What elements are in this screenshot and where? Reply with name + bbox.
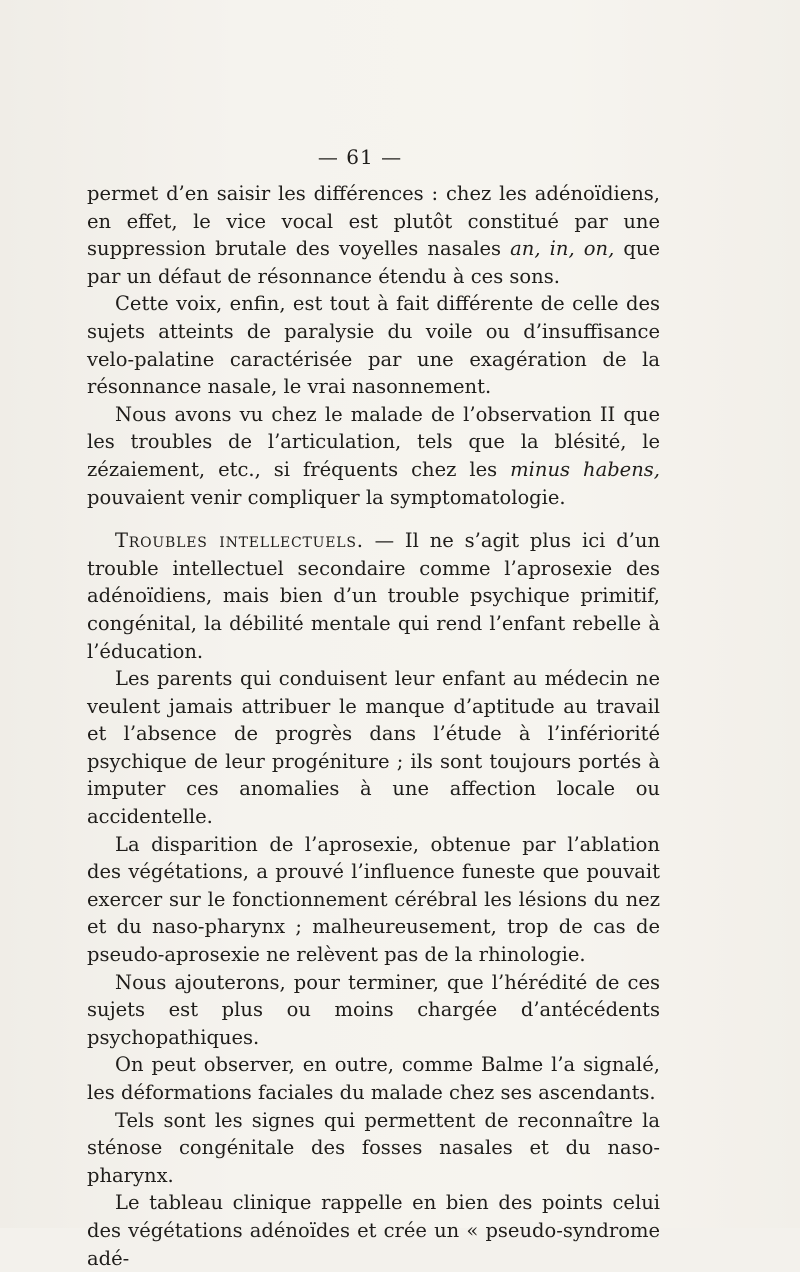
paragraph-3-italic: minus habens, bbox=[510, 457, 660, 481]
paragraph-8 bbox=[87, 1051, 660, 1106]
paragraph-10-text: Le tableau clinique rappelle en bien des points celui des végétations adénoïdes et crée un « pseudo-syndrome adé- bbox=[87, 1191, 660, 1270]
paragraph-1-italic: an, in, on, bbox=[510, 237, 615, 261]
paragraph-7-text: Nous ajouterons, pour terminer, que l’hérédité de ces sujets est plus ou moins chargée d’antécédents psychopathiques. bbox=[87, 970, 660, 1049]
paragraph-8-text: On peut observer, en outre, comme Balme l’a signalé, les déformations faciales du malade chez ses ascendants. bbox=[87, 1053, 660, 1104]
page-number: — 61 — bbox=[317, 145, 403, 169]
paragraph-3-tail: pouvaient venir compliquer la symptomatologie. bbox=[87, 485, 566, 509]
paragraph-3-text: Nous avons vu chez le malade de l’observation II que les troubles de l’articulation, tels que la blésité, le zézaiement, etc., si fréquents chez les bbox=[87, 402, 660, 481]
paragraph-6 bbox=[87, 831, 660, 969]
paragraph-6-text: La disparition de l’aprosexie, obtenue par l’ablation des végétations, a prouvé l’influence funeste que pouvait exercer sur le fonctionnement cérébral les lésions du nez et du naso-pharynx ; malheureusement, trop de cas de pseudo-aprosexie ne relèvent pas de la rhinologie. bbox=[87, 832, 660, 967]
paragraph-9 bbox=[87, 1107, 660, 1190]
paragraph-1 bbox=[87, 180, 660, 290]
paragraph-9-text: Tels sont les signes qui permettent de reconnaître la sténose congénitale des fosses nasales et du naso-pharynx. bbox=[87, 1108, 660, 1187]
paragraph-1-text: permet d’en saisir les différences : chez les adénoïdiens, en effet, le vice vocal est plutôt constitué par une suppression brutale des voyelles nasales bbox=[87, 182, 660, 261]
paragraph-4 bbox=[87, 527, 660, 665]
section-heading: Troubles intellectuels. bbox=[115, 529, 364, 553]
paragraph-10 bbox=[87, 1189, 660, 1272]
paragraph-2-text: Cette voix, enfin, est tout à fait différente de celle des sujets atteints de paralysie du voile ou d’insuffisance velo-palatine caractérisée par une exagération de la résonnance nasale, le vrai nasonnement. bbox=[87, 292, 660, 399]
paragraph-4-text: — Il ne s’agit plus ici d’un trouble intellectuel secondaire comme l’aprosexie des adénoïdiens, mais bien d’un trouble psychique primitif, congénital, la débilité mentale qui rend l’enfant rebelle à l’éducation. bbox=[87, 529, 661, 663]
body-text bbox=[87, 180, 660, 1272]
paragraph-7 bbox=[87, 969, 660, 1052]
paragraph-5-text: Les parents qui conduisent leur enfant au médecin ne veulent jamais attribuer le manque d’aptitude au travail et l’absence de progrès dans l’étude à l’infériorité psychique de leur progéniture ; ils sont toujours portés à imputer ces anomalies à une affection locale ou accidentelle. bbox=[87, 667, 660, 829]
paragraph-2 bbox=[87, 290, 660, 400]
paragraph-5 bbox=[87, 665, 660, 831]
paragraph-3 bbox=[87, 401, 660, 511]
paragraph-1-tail: que par un défaut de résonnance étendu à ces sons. bbox=[87, 237, 660, 288]
